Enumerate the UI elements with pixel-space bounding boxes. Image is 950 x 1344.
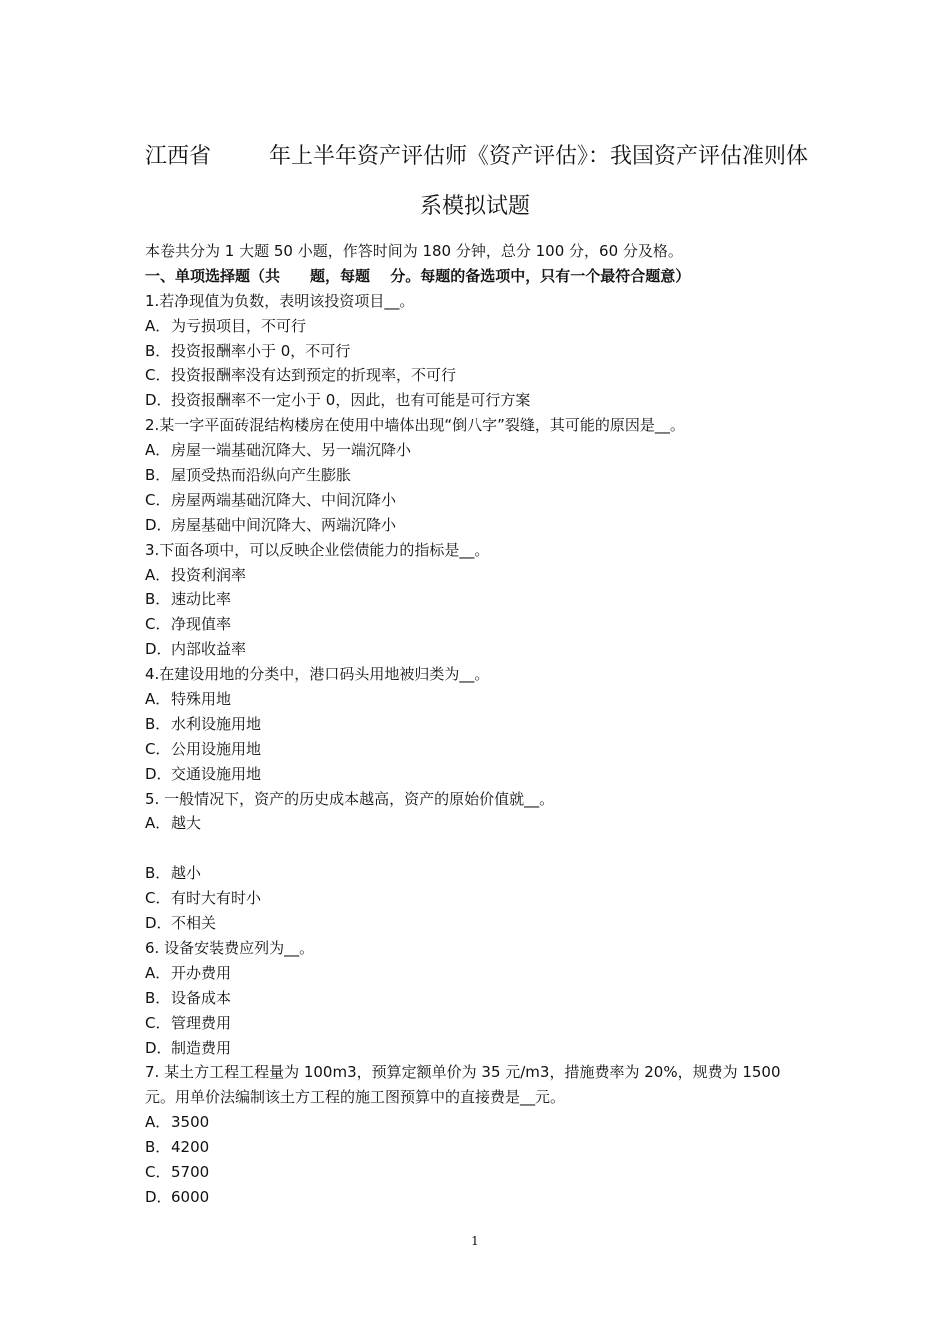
option-text: 投资报酬率没有达到预定的折现率，不可行 [171, 366, 457, 385]
answer-option [145, 612, 810, 637]
option-text: 特殊用地 [171, 690, 232, 709]
answer-option [145, 1110, 810, 1135]
question-stem: 5. 一般情况下，资产的历史成本越高，资产的原始价值就__。 [145, 789, 555, 808]
question-stem: 4.在建设用地的分类中，港口码头用地被归类为__。 [145, 665, 490, 684]
option-text: 速动比率 [171, 590, 232, 609]
option-letter: D． [145, 391, 172, 410]
answer-option [145, 488, 810, 513]
answer-option [145, 712, 810, 737]
exam-intro: 本卷共分为 1 大题 50 小题，作答时间为 180 分钟，总分 100 分，60 分及格。 [145, 242, 683, 260]
question-stem: 7. 某土方工程工程量为 100m3，预算定额单价为 35 元/m3，措施费率为 20%，规费为 1500 元。用单价法编制该土方工程的施工图预算中的直接费是__元。 [145, 1063, 781, 1107]
answer-option [145, 513, 810, 538]
option-letter: D． [145, 1038, 172, 1057]
option-letter: A． [145, 441, 171, 460]
answer-option [145, 961, 810, 986]
option-text: 公用设施用地 [171, 739, 262, 758]
document-body [145, 239, 810, 1210]
option-letter: A． [145, 565, 171, 584]
question-stem: 1.若净现值为负数，表明该投资项目__。 [145, 291, 415, 310]
answer-option [145, 388, 810, 413]
option-letter: B． [145, 988, 171, 1007]
option-text: 6000 [171, 1187, 210, 1206]
answer-option [145, 1160, 810, 1185]
option-text: 4200 [171, 1138, 210, 1157]
option-letter: B． [145, 714, 171, 733]
answer-option [145, 886, 810, 911]
option-letter: D． [145, 640, 172, 659]
option-text: 房屋一端基础沉降大、另一端沉降小 [171, 441, 412, 460]
option-text: 投资利润率 [171, 565, 247, 584]
answer-option [145, 463, 810, 488]
option-text: 越大 [171, 814, 202, 833]
option-text: 有时大有时小 [171, 889, 262, 908]
option-letter: A． [145, 963, 171, 982]
option-letter: C． [145, 366, 171, 385]
option-text: 管理费用 [171, 1013, 232, 1032]
option-text: 屋顶受热而沿纵向产生膨胀 [171, 466, 352, 485]
answer-option [145, 811, 810, 836]
title-main: 年上半年资产评估师《资产评估》：我国资产评估准则体 [269, 144, 809, 169]
option-letter: D． [145, 764, 172, 783]
answer-option [145, 314, 810, 339]
option-text: 5700 [171, 1162, 210, 1181]
question-stem: 6. 设备安装费应列为__。 [145, 938, 315, 957]
answer-option [145, 687, 810, 712]
option-letter: B． [145, 590, 171, 609]
answer-option [145, 1036, 810, 1061]
answer-option [145, 637, 810, 662]
section-heading: 一、单项选择题（共 题，每题 分。每题的备选项中，只有一个最符合题意） [145, 266, 691, 285]
option-letter: C． [145, 490, 171, 509]
option-text: 投资报酬率小于 0，不可行 [171, 341, 351, 360]
option-text: 交通设施用地 [171, 764, 262, 783]
option-letter: A． [145, 1113, 171, 1132]
option-letter: D． [145, 914, 172, 933]
option-letter: B． [145, 864, 171, 883]
document-title-continued: 系模拟试题 [419, 194, 530, 219]
answer-option [145, 762, 810, 787]
answer-option [145, 1011, 810, 1036]
option-letter: A． [145, 316, 171, 335]
answer-option [145, 861, 810, 886]
option-text: 房屋两端基础沉降大、中间沉降小 [171, 490, 397, 509]
option-text: 为亏损项目，不可行 [171, 316, 307, 335]
answer-option [145, 587, 810, 612]
blank-line [145, 836, 810, 861]
option-letter: C． [145, 615, 171, 634]
option-text: 水利设施用地 [171, 714, 262, 733]
option-letter: A． [145, 814, 171, 833]
answer-option [145, 737, 810, 762]
answer-option [145, 1185, 810, 1210]
option-text: 3500 [171, 1113, 210, 1132]
option-letter: C． [145, 739, 171, 758]
option-text: 设备成本 [171, 988, 232, 1007]
option-letter: C． [145, 1013, 171, 1032]
option-letter: C． [145, 1162, 171, 1181]
option-letter: B． [145, 1138, 171, 1157]
answer-option [145, 911, 810, 936]
answer-option [145, 438, 810, 463]
option-text: 净现值率 [171, 615, 232, 634]
option-text: 内部收益率 [171, 640, 247, 659]
answer-option [145, 563, 810, 588]
option-text: 开办费用 [171, 963, 232, 982]
option-letter: D． [145, 1187, 172, 1206]
option-letter: C． [145, 889, 171, 908]
option-letter: D． [145, 515, 172, 534]
answer-option [145, 1135, 810, 1160]
option-letter: B． [145, 466, 171, 485]
page-number: 1 [471, 1234, 479, 1248]
option-text: 不相关 [171, 914, 217, 933]
answer-option [145, 339, 810, 364]
option-letter: B． [145, 341, 171, 360]
answer-option [145, 363, 810, 388]
title-province: 江西省 [145, 144, 212, 169]
question-stem: 3.下面各项中，可以反映企业偿债能力的指标是__。 [145, 540, 490, 559]
option-text: 投资报酬率不一定小于 0，因此，也有可能是可行方案 [171, 391, 531, 410]
option-text: 越小 [171, 864, 202, 883]
option-text: 制造费用 [171, 1038, 232, 1057]
question-stem: 2.某一字平面砖混结构楼房在使用中墙体出现“倒八字”裂缝，其可能的原因是__。 [145, 416, 685, 435]
option-text: 房屋基础中间沉降大、两端沉降小 [171, 515, 397, 534]
option-letter: A． [145, 690, 171, 709]
document-title [145, 140, 810, 174]
answer-option [145, 986, 810, 1011]
